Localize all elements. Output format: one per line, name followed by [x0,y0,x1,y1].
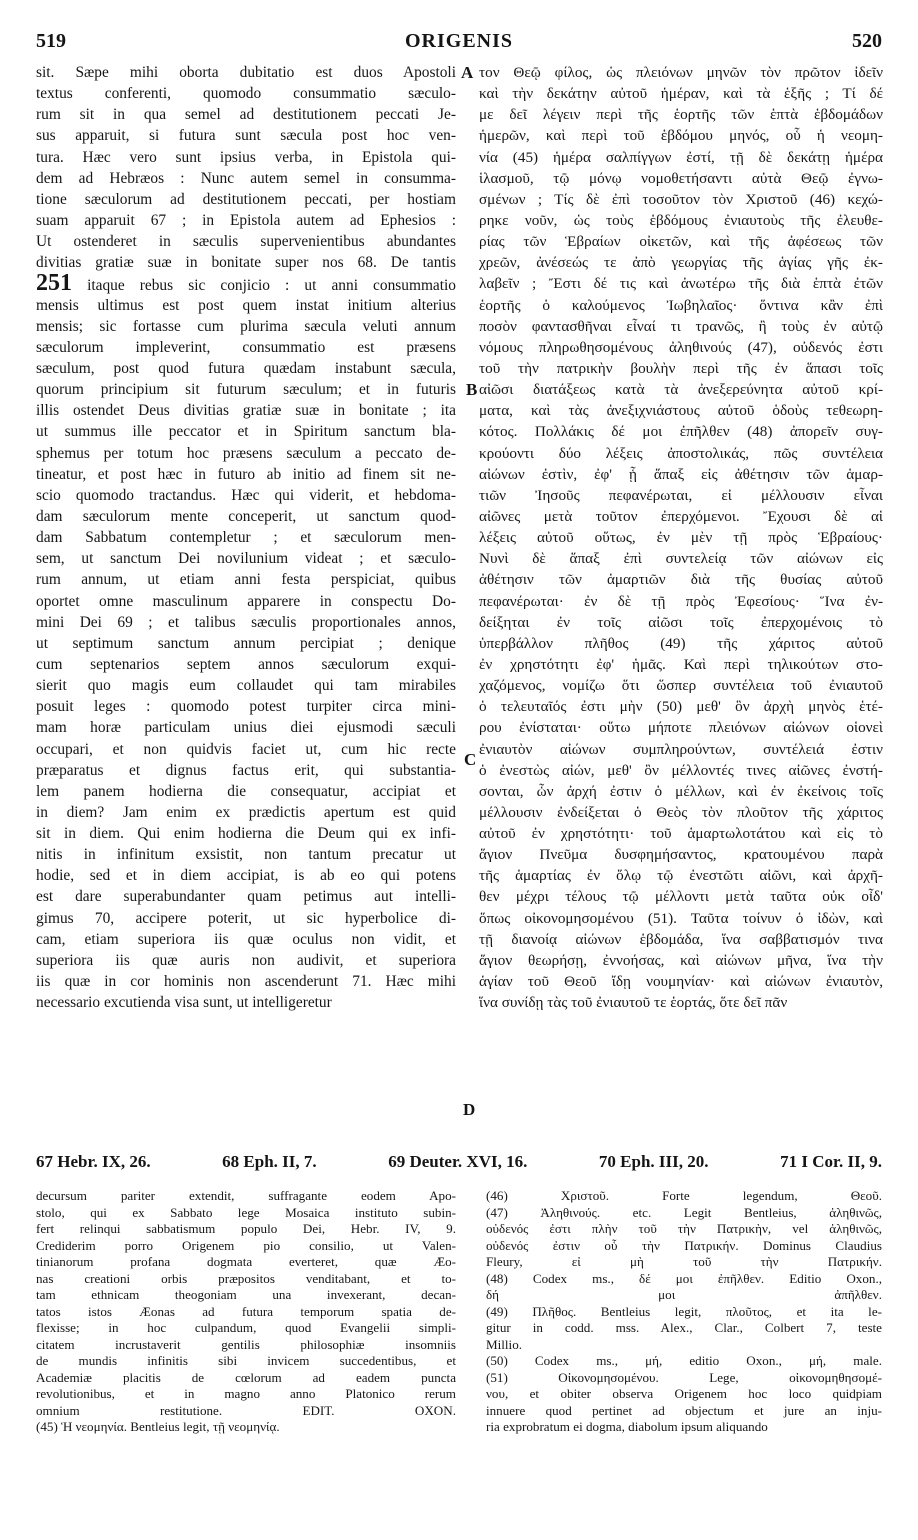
text-line: ἐν χρηστότητι ἐφ' ἡμᾶς. Καὶ περὶ τηλικούτων στο- [479,655,883,673]
text-line: ρου ἐνίσταται· οὕτω μήποτε πλειόνων αἰώνων οἱονεὶ [479,719,883,737]
text-line: sus apparuit, si futura sunt sæcula post hoc ven- [36,127,456,145]
text-line: nitis in infinitum exsistit, non tantum precatur ut [36,846,456,864]
text-line: tura. Hæc vero sunt ipsius verba, in Epistola qui- [36,148,456,166]
greek-column [479,62,883,1152]
page-header [36,30,882,60]
text-line: χαζόμενος, νομίζω ὅτι ὥσπερ συντέλεια τοῦ ἐνιαυτοῦ [479,677,883,695]
text-line: ut septimum sanctum annum percipiat ; denique [36,634,456,652]
text-line: 251 itaque rebus sic conjicio : ut anni consummatio [36,273,456,294]
running-title: ORIGENIS [404,30,514,52]
text-line: dam sæculorum mente conceperit, ut sanctum quod- [36,507,456,525]
scripture-ref: 69 Deuter. XVI, 16. [388,1152,528,1171]
note-line: stolo, qui ex Sabbato lege Mosaica instituto subin- [36,1204,456,1220]
note-line: (50) Codex ms., μή, editio Oxon., μή, male. [486,1353,882,1368]
text-line: mam horæ particulam unius diei ejusmodi sæculi [36,719,456,737]
note-line: οὐδενός ἐστι πλὴν τοῦ τὴν Πατρικὴν, vel ἀληθινῶς, [486,1221,882,1236]
text-line: τοῦ τὴν πατρικὴν βουλὴν περὶ τῆς ἐν ἅπασι τοῖς [479,359,883,377]
scripture-ref: 68 Eph. II, 7. [222,1152,317,1171]
text-line: αἰώνων ἐστὶν, ἐφ' ᾗ ἅπαξ εἰς ἀθέτησιν τῶν ἁμαρ- [479,465,883,483]
note-line: Fleury, εἰ μὴ τοῦ τὴν Πατρικήν. [486,1254,882,1269]
text-line: lem panem hodierna die consequatur, accipiat et [36,782,456,800]
note-line: gitur in codd. mss. Alex., Clar., Colbert 7, teste [486,1320,882,1335]
text-line: sæculorum impleverint, consummatio est præsens [36,338,456,356]
text-line: ἁγίαν τοῦ Θεοῦ ἴδῃ νουμηνίαν· καὶ αἰώνων ἐνιαυτὸν, [479,973,883,991]
note-line: innuere quod pertinet ad objectum et jure an inju- [486,1402,882,1418]
note-line: (47) Ἀληθινούς. etc. Legit Bentleius, ἀληθινῶς, [486,1204,882,1220]
text-line: dam Sabbatum contempletur ; et sæculorum men- [36,529,456,547]
note-line: flexisse; in hoc culpandum, quod Evangelii simpli- [36,1320,456,1335]
text-line: νόμους πληρωθησομένους ἀληθινούς (47), οὐδενός ἐστι [479,338,883,356]
text-line: oportet omne masculinum apparere in conspectu Do- [36,592,456,610]
note-line: fert relinqui sabbatismum populo Dei, Hebr. IV, 9. [36,1221,456,1236]
text-line: mensis; sic fortasse cum plurima sæcula veluti annum [36,317,456,335]
text-line: tione sæculorum ad destitutionem peccati, per hostiam [36,190,456,208]
latin-column [36,62,456,1152]
section-number: 251 [36,273,72,295]
text-line: divitias gratiæ suæ in bonitate super nos 68. De tantis [36,254,456,272]
text-line: cum septenarios septem annos sæculorum exqui- [36,655,456,673]
text-line: rum sit in qua semel ad destitutionem peccati Je- [36,106,456,124]
text-line: suam apparuit 67 ; in Epistola autem ad Ephesios : [36,211,456,229]
note-line: δή μοι ἀπῆλθεν. [486,1287,882,1302]
text-line: κότος. Πολλάκις δέ μοι ἐπῆλθεν (48) ἀπορεῖν συγ- [479,423,883,441]
text-line: sem, ut sanctum Dei novilunium videat ; et sæculo- [36,550,456,568]
text-line: χρεῶν, ἀνέσεώς τε ἀπὸ γεωργίας τῆς ἁγίας γῆς ἐκ- [479,254,883,272]
text-line: τιῶν Ἰησοῦς πεφανέρωται, εἰ μέλλουσιν εἶναι [479,486,883,504]
text-line: ὁ τελευταῖός ἐστι μὴν (50) μεθ' ὃν ἀρχὴ μηνὸς ἑτέ- [479,698,883,716]
margin-letter-c: C [464,750,477,769]
text-line: ρίας τῶν Ἑβραίων οἰκετῶν, καὶ τῆς ἀφέσεως τῶν [479,233,883,251]
note-line: ria exprobratum ei dogma, diabolum ipsum aliquando [486,1419,768,1434]
text-line: ἅγιον Πνεῦμα δυσφημήσαντος, κρατουμένου παρὰ [479,846,883,864]
text-line: σονται, ὧν ἀρχή ἐστιν ὁ μέλλων, καὶ ἐν ἐκείνοις τοῖς [479,782,883,800]
text-line: rum annum, ut etiam anni festa perspiciat, quibus [36,571,456,589]
text-line: μέλλουσιν ἐνδείξεται ὁ Θεὸς τὸν πλοῦτον τῆς χάριτος [479,803,883,821]
text-line: Ut ostenderet in sæculis supervenientibus abundantes [36,233,456,251]
text-line: θεν μέχρι τέλους τῷ μέλλοντι μετὰ ταῦτα οὐκ οἶδ' [479,888,883,906]
note-line: Crediderim porro Origenem pio consilio, ut Valen- [36,1237,456,1253]
text-line: πεφανέρωται· ἐν δὲ τῇ πρὸς Ἐφεσίους· Ἵνα ἐν- [479,592,883,610]
note-line: nas creationi orbis præpositos venditabant, et to- [36,1270,456,1286]
text-line: ἱλασμοῦ, τῷ μόνῳ νομοθετήσαντι αὐτὰ Θεῷ ἐγνω- [479,169,883,187]
text-line: ἀθέτησιν τῶν ἁμαρτιῶν διὰ τῆς θυσίας αὐτοῦ [479,571,883,589]
text-line: cam, etiam superiora iis quæ oculus non vidit, et [36,930,456,948]
note-line: (49) Πλῆθος. Bentleius legit, πλοῦτος, et ita le- [486,1303,882,1319]
text-line: hodie, sed et in diem accipiat, is ab eo qui potens [36,867,456,885]
note-line: Academiæ placitis de cœlorum ad eadem puncta [36,1369,456,1385]
text-line: ὅπως οἰκονομησομένου (51). Ταῦτα τοίνυν ὁ ἰδὼν, καὶ [479,909,883,927]
text-line: ὑπερβάλλον πλῆθος (49) τῆς χάριτος αὐτοῦ [479,634,883,652]
note-line: tatos istos Æonas ad futura temporum spatia de- [36,1303,456,1319]
text-line: τῆς ἁμαρτίας ἐν ὅλῳ τῷ ἐνεστῶτι αἰῶνι, καὶ ἀρχῆ- [479,867,883,885]
scripture-ref: 67 Hebr. IX, 26. [36,1152,151,1171]
text-line: με δεῖ λέγειν περὶ τῆς ἑορτῆς τῶν ἑπτὰ ἑβδομάδων [479,106,883,124]
text-line: τῇ διανοίᾳ αἰώνων ἑβδομάδα, ἵνα σαββατισμόν τινα [479,930,883,948]
scripture-ref: 70 Eph. III, 20. [598,1152,709,1171]
text-line: illis ostendet Deus divitias gratiæ suæ in bonitate ; ita [36,402,456,420]
notes-left-column [36,1188,456,1532]
text-line: mini Dei 69 ; et talibus sæculis proportionales annos, [36,613,456,631]
note-line: νου, et obiter observa Origenem hoc loco quidpiam [486,1386,882,1401]
text-line: textus conferenti, quomodo consummatio sæculo- [36,85,456,103]
note-line: Millio. [486,1336,523,1352]
note-line: omnium restitutione. EDIT. OXON. [36,1402,456,1418]
text-line: posuit leges : quomodo potest turpiter circa mini- [36,698,456,716]
text-line: tineatur, et post hæc in futuro ab initio ad finem sit ne- [36,465,456,483]
scripture-references [36,1152,882,1180]
text-line: sierit quo magis eum collaudet qui tam mirabiles [36,677,456,695]
notes-right-column [486,1188,882,1532]
left-page-number: 519 [36,30,66,52]
text-line: sit in diem. Qui enim hodierna die Deum qui ex infi- [36,825,456,843]
note-line: de mundis infinitis sibi invicem succedentibus, et [36,1353,456,1368]
text-line: ἅγιον θεωρήσῃ, ἐννοήσας, καὶ αἰώνων μῆνα, ἵνα τὴν [479,951,883,969]
text-line: ἡμερῶν, καὶ περὶ τοῦ ἑβδόμου μηνός, οὗ ἡ νεομη- [479,127,883,145]
text-line: δείξηται ἐν τοῖς αἰῶσι τοῖς ἐπερχομένοις τὸ [479,613,883,631]
text-line: αὐτοῦ ἐν χρηστότητι· τοῦ ἁμαρτωλοτάτου καὶ εἰς τὸ [479,825,883,843]
text-line: sit. Sæpe mihi oborta dubitatio est duos Apostoli [36,64,456,81]
note-line: revolutionibus, et in magno anno Platonico rerum [36,1386,456,1401]
text-line: ἵνα συνίδῃ τὰς τοῦ ἐνιαυτοῦ τε ἑορτάς, ὅτε δεῖ πᾶν [479,994,788,1012]
text-line: ὁ ἐνεστὼς αἰών, μεθ' ὃν μέλλοντές τινες αἰῶνες ἐνστή- [479,761,883,779]
text-line: ἑορτῆς ὁ καλούμενος Ἰωβηλαῖος· ὅντινα κἂν ἐπὶ [479,296,883,314]
note-line: citatem incrustaverit gentilis philosophiæ insomniis [36,1336,456,1352]
text-line: λέξεις αὐτοῦ οὕτως, ἐν μὲν τῇ πρὸς Ἑβραίους· [479,529,883,547]
note-line: tam ethnicam theogoniam una invexerant, decan- [36,1287,456,1302]
margin-letter-a: A [461,63,474,82]
text-line: est dare superabundanter quam petimus aut intelli- [36,888,456,906]
margin-letter-b: B [466,380,478,399]
right-page-number: 520 [852,30,882,52]
text-line: κρούοντι δύο λέξεις ἀποστολικάς, πῶς συντέλεια [479,444,883,462]
note-line: decursum pariter extendit, suffragante eodem Apo- [36,1188,456,1203]
note-line: οὐδενός ἐστιν οὗ τὴν Πατρικήν. Dominus Claudius [486,1237,882,1253]
text-line: in diem? Jam enim ex prædictis apertum est quid [36,803,456,821]
text-line: αἰῶνες μετὰ τοῦτον ἐπερχόμενοι. Ἔχουσι δὲ αἱ [479,507,883,525]
text-line: occupari, et non quidvis faciet ut, cum hic recte [36,740,456,758]
text-line: sphemus per totum hoc præsens sæculum a peccato de- [36,444,456,462]
note-line: (46) Χριστοῦ. Forte legendum, Θεοῦ. [486,1188,882,1203]
text-line: καὶ τὴν δεκάτην αὐτοῦ ἡμέραν, καὶ τὰ ἑξῆς ; Τί δέ [479,85,883,103]
text-line: ut summus ille peccator et in Spiritum sanctum bla- [36,423,456,441]
text-line: λαβεῖν ; Ἔστι δέ τις καὶ ἀνωτέρω τῆς διὰ ἑπτὰ ἐτῶν [479,275,883,293]
text-line: τον Θεῷ φίλος, ὡς πλειόνων μηνῶν τὸν πρῶτον ἰδεῖν [479,64,883,81]
text-line: iis quæ in cor hominis non ascenderunt 71. Hæc mihi [36,973,456,991]
scripture-ref: 71 I Cor. II, 9. [780,1152,882,1171]
text-line: scio quomodo tractandus. Hæc qui viderit, et hebdoma- [36,486,456,504]
text-line: ποσὸν φαντασθῆναι εἶναί τι τρανῶς, ἢ τοὺς ἐν αὐτῷ [479,317,883,335]
text-line: αἰῶσι διατάξεως κατὰ τὰ ἀνεξερεύνητα αὐτοῦ κρί- [479,381,883,399]
text-line: ρηκε νοῦν, ὡς τοὺς ἑβδόμους ἐνιαυτοὺς τῆς ἐλευθε- [479,211,883,229]
text-line: νία (45) ἡμέρα σαλπίγγων ἐστί, τῇ δὲ δεκάτῃ ἡμέρα [479,148,883,166]
text-line: ματα, καὶ τὰς ἀνεξιχνιάστους αὐτοῦ ὁδοὺς τεθεωρη- [479,402,883,420]
text-line: præparatus et dignus factus erit, qui substantia- [36,761,456,779]
text-line: superiora iis quæ auris non audivit, et superiora [36,951,456,969]
text-line: sæculum, post quod futura quædam instabunt sæcula, [36,359,456,377]
text-line: gimus 70, accipere poterit, ut sic hyperbolice di- [36,909,456,927]
text-line: quorum principium sit futurum sæculum; et in futuris [36,381,456,399]
note-line: tinianorum profana dogmata everteret, quæ Æo- [36,1254,456,1269]
text-line: dem ad Hebræos : Nunc autem semel in consumma- [36,169,456,187]
text-line: necessario excutienda visa sunt, ut intelligeretur [36,994,332,1012]
text-line: σμένων ; Τίς δὲ ἐπὶ τοσοῦτον τὸν Χριστοῦ (46) κεχώ- [479,190,883,208]
note-line: (45) Ἡ νεομηνία. Bentleius legit, τῇ νεομηνίᾳ. [36,1419,280,1434]
margin-letter-d: D [463,1100,476,1119]
text-line: Νυνὶ δὲ ἅπαξ ἐπὶ συντελείᾳ τῶν αἰώνων εἰς [479,550,883,568]
note-line: (51) Οἰκονομησομένου. Lege, οἰκονομηθησομέ- [486,1369,882,1385]
note-line: (48) Codex ms., δέ μοι ἐπῆλθεν. Editio Oxon., [486,1270,882,1286]
text-line: mensis ultimus est post quem instat initium alterius [36,296,456,314]
text-line: ἐνιαυτὸν αἰώνων συμπληρούντων, συντέλειά ἐστιν [479,740,883,758]
